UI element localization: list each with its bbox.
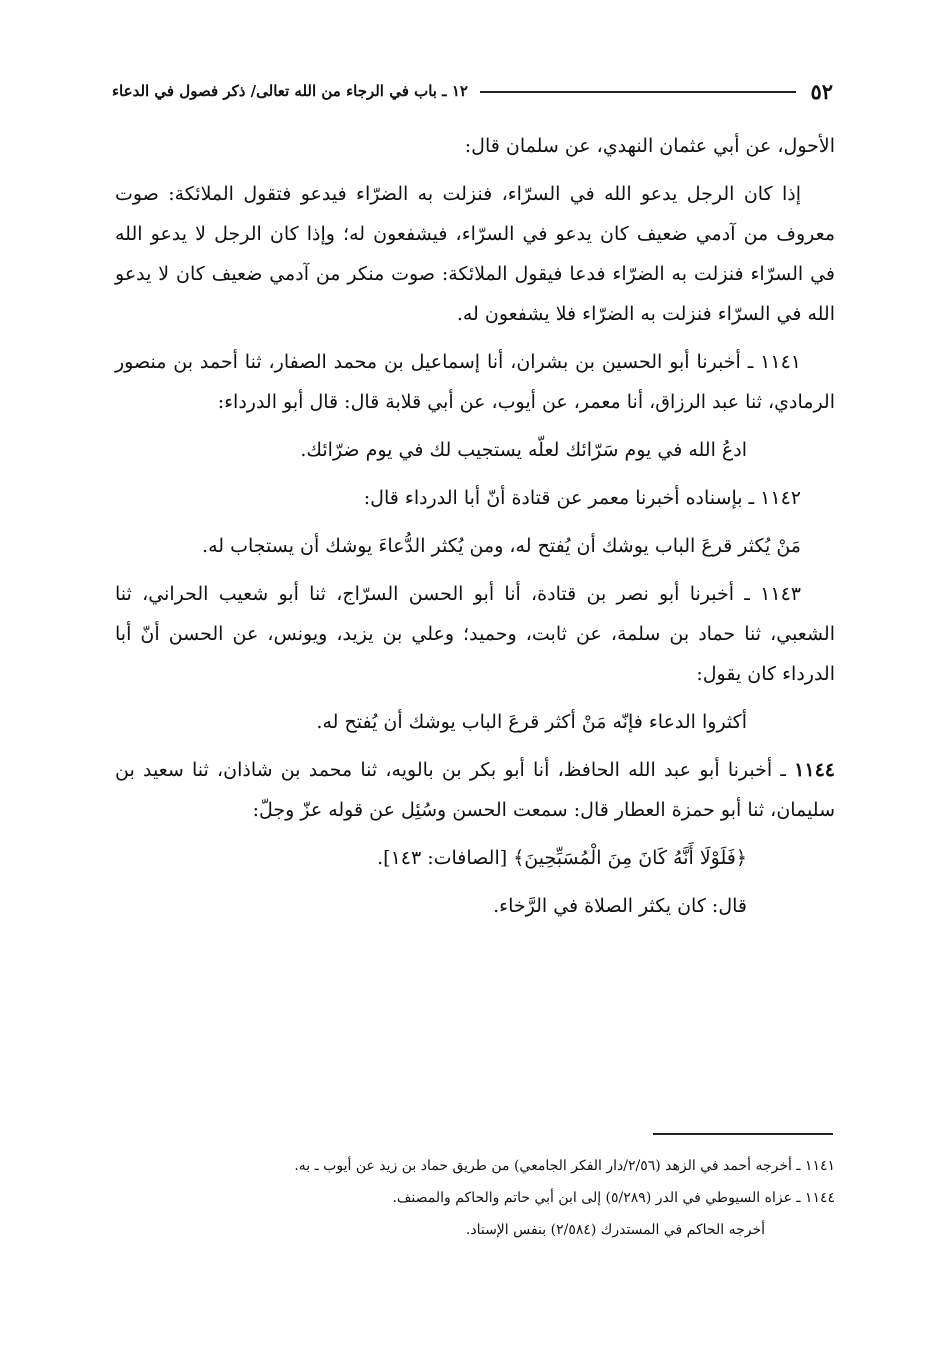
header-rule: [480, 91, 797, 93]
footnote-1141: ١١٤١ ـ أخرجه أحمد في الزهد (٢/٥٦/دار الفكر الجامعي) من طريق حماد بن زيد عن أيوب ـ به.: [294, 1158, 835, 1174]
paragraph-text: ـ أخبرنا أبو عبد الله الحافظ، أنا أبو بكر بن بالويه، ثنا محمد بن شاذان، ثنا سعيد بن سليمان، ثنا أبو حمزة العطار قال: سمعت الحسن وسُئِل عن قوله عزّ وجلّ:: [115, 759, 835, 821]
footnote-1144-continuation: أخرجه الحاكم في المستدرك (٢/٥٨٤) بنفس الإسناد.: [465, 1222, 765, 1238]
paragraph: [115, 126, 835, 166]
page-number: ٥٢: [810, 78, 833, 104]
paragraph: [115, 342, 835, 422]
quoted-saying: [115, 838, 835, 878]
paragraph-text: ـ بإسناده أخبرنا معمر عن قتادة أنّ أبا الدرداء قال:: [363, 487, 761, 509]
hadith-number: ١١٤١: [760, 351, 801, 373]
quoted-saying: [115, 702, 835, 742]
paragraph-text: ﴿فَلَوْلَا أَنَّهُ كَانَ مِنَ الْمُسَبِّحِينَ﴾ [الصافات: ١٤٣].: [377, 847, 747, 869]
paragraph: [115, 526, 835, 566]
paragraph-text: مَنْ يُكثر قرعَ الباب يوشك أن يُفتح له، ومن يُكثر الدُّعاءَ يوشك أن يستجاب له.: [202, 535, 801, 557]
paragraph: [115, 574, 835, 694]
running-header: [112, 76, 833, 106]
paragraph-text: إذا كان الرجل يدعو الله في السرّاء، فنزلت به الضرّاء فيدعو فتقول الملائكة: صوت معروف من آدمي ضعيف كان يدعو في السرّاء، فيشفعون له؛ وإذا كان الرجل لا يدعو الله في السرّاء فنزلت به الضرّاء فدعا فيقول الملائكة: صوت منكر من آدمي ضعيف كان لا يدعو الله في السرّاء فنزلت به الضرّاء فلا يشفعون له.: [115, 183, 835, 325]
quoted-saying: [115, 886, 835, 926]
paragraph: [115, 174, 835, 334]
quoted-saying: [115, 430, 835, 470]
paragraph-text: قال: كان يكثر الصلاة في الرَّخاء.: [493, 895, 747, 917]
paragraph-text: ـ أخبرنا أبو نصر بن قتادة، أنا أبو الحسن السرّاج، ثنا أبو شعيب الحراني، ثنا الشعبي، ثنا حماد بن سلمة، عن ثابت، وحميد؛ وعلي بن يزيد، ويونس، عن الحسن أنّ أبا الدرداء كان يقول:: [115, 583, 835, 685]
paragraph-text: أكثروا الدعاء فإنّه مَنْ أكثر قرعَ الباب يوشك أن يُفتح له.: [316, 711, 747, 733]
hadith-number: ١١٤٢: [760, 487, 801, 509]
paragraph-text: الأحول، عن أبي عثمان النهدي، عن سلمان قال:: [464, 135, 835, 157]
paragraph: [115, 478, 835, 518]
paragraph: [115, 750, 835, 830]
chapter-title: ١٢ ـ باب في الرجاء من الله تعالى/ ذكر فصول في الدعاء: [112, 82, 468, 100]
paragraph-text: ـ أخبرنا أبو الحسين بن بشران، أنا إسماعيل بن محمد الصفار، ثنا أحمد بن منصور الرمادي، ثنا عبد الرزاق، أنا معمر، عن أيوب، عن أبي قلابة قال: قال أبو الدرداء:: [115, 351, 835, 413]
main-text: [115, 126, 835, 934]
hadith-number: ١١٤٣: [760, 583, 801, 605]
footnote-1144: ١١٤٤ ـ عزاه السيوطي في الدر (٥/٢٨٩) إلى ابن أبي حاتم والحاكم والمصنف.: [392, 1190, 835, 1206]
paragraph-text: ادعُ الله في يوم سَرّائك لعلّه يستجيب لك في يوم ضرّائك.: [300, 439, 747, 461]
hadith-number: ١١٤٤: [794, 759, 835, 781]
footnote-rule: [653, 1133, 833, 1135]
footnotes: [115, 1150, 835, 1246]
